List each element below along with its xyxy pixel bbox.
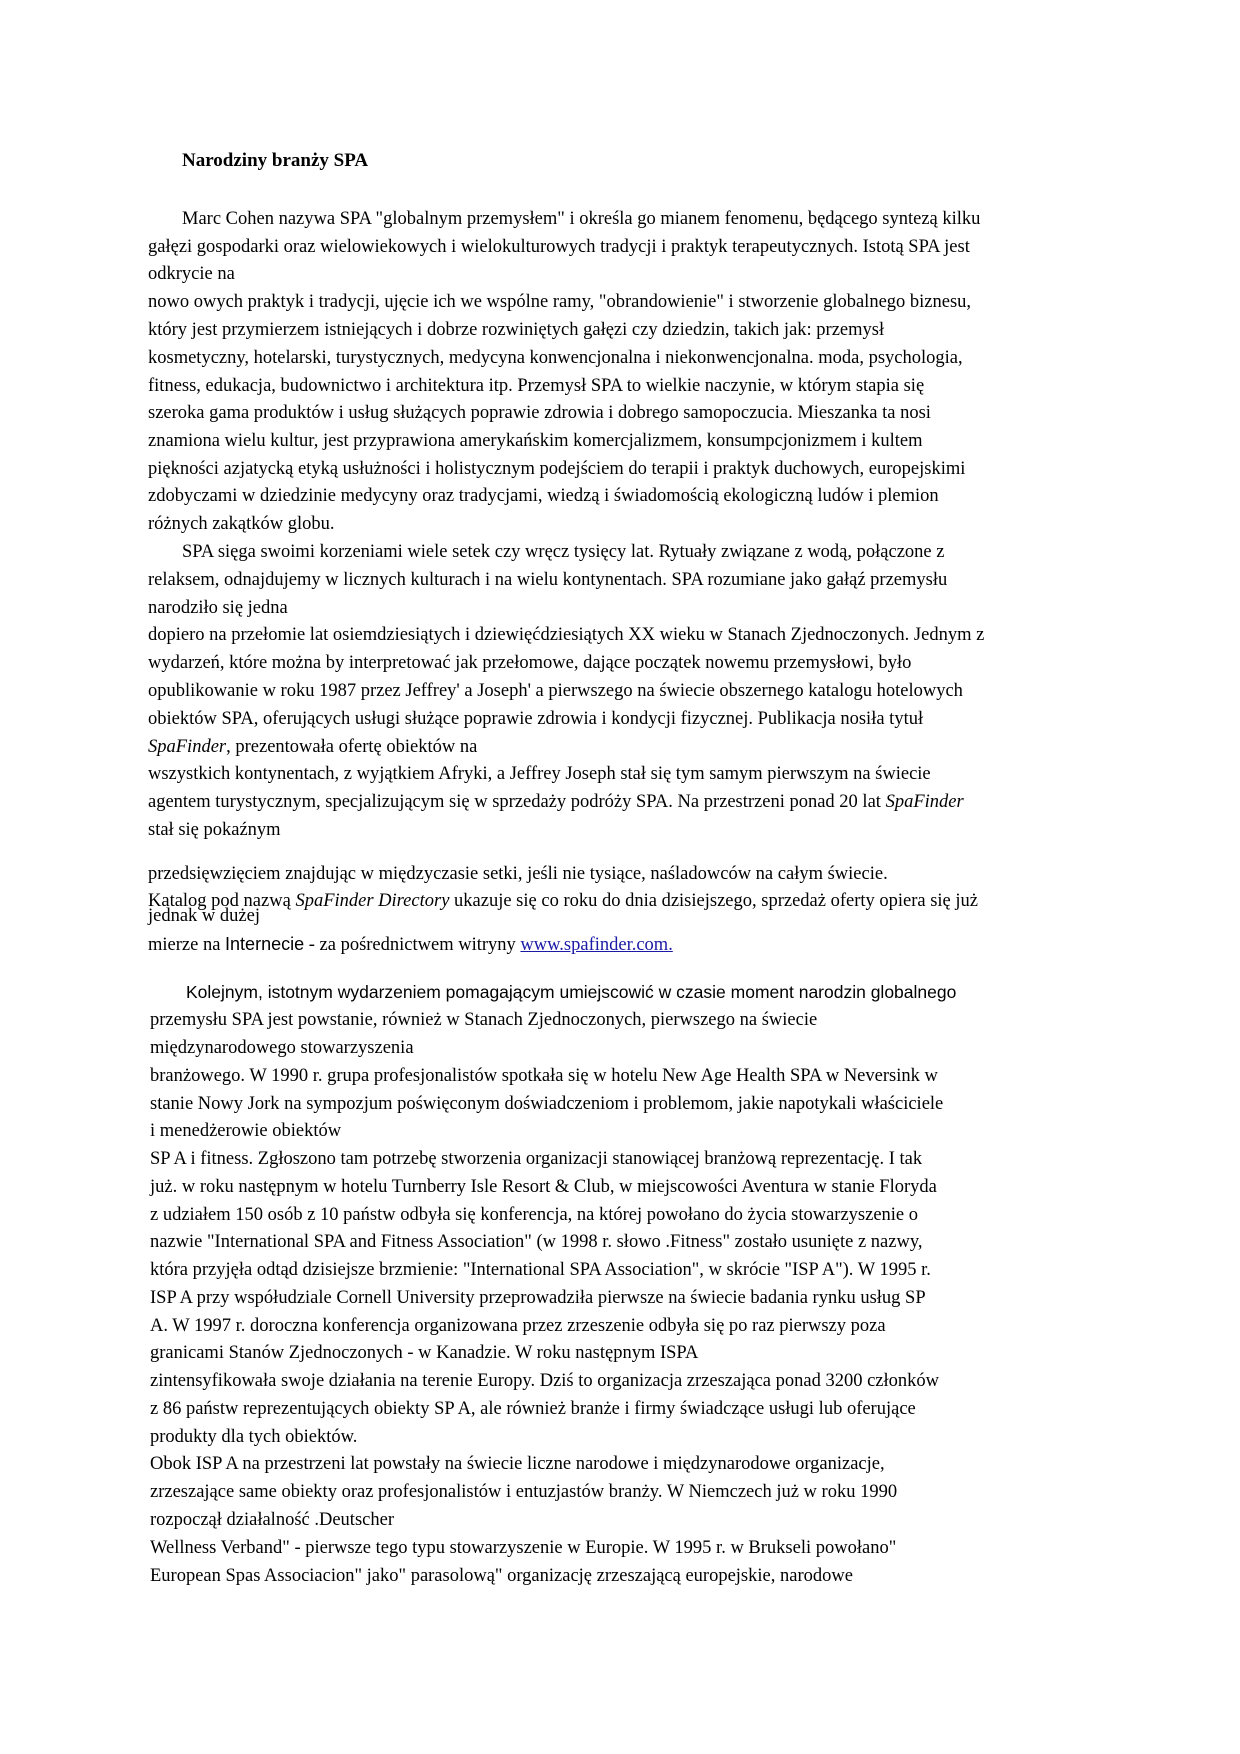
text-line: nowo owych praktyk i tradycji, ujęcie ich we wspólne ramy, "obrandowienie" i stworzenie globalnego biznesu, <box>148 292 972 312</box>
text-line: która przyjęła odtąd dzisiejsze brzmienie: "International SPA Association", w skrócie "ISP A"). W 1995 r. <box>150 1260 931 1280</box>
text-line: już. w roku następnym w hotelu Turnberry Isle Resort & Club, w miejscowości Aventura w stanie Floryda <box>150 1177 937 1197</box>
text-fragment: , prezentowała ofertę obiektów na <box>226 737 478 757</box>
text-line: Obok ISP A na przestrzeni lat powstały na świecie liczne narodowe i międzynarodowe organizacje, <box>150 1454 885 1474</box>
text-line <box>148 791 964 813</box>
text-line: stał się pokaźnym <box>148 820 281 840</box>
text-line: European Spas Associacion" jako" parasolową" organizację zrzeszającą europejskie, narodowe <box>150 1566 853 1586</box>
text-line: szeroka gama produktów i usług służących poprawie zdrowia i dobrego samopoczucia. Mieszanka ta nosi <box>148 403 931 423</box>
text-line: z 86 państw reprezentujących obiekty SP A, ale również branże i firmy świadczące usługi lub oferujące <box>150 1399 916 1419</box>
text-line: jednak w dużej <box>148 906 260 926</box>
text-line: SPA sięga swoimi korzeniami wiele setek czy wręcz tysięcy lat. Rytuały związane z wodą, połączone z <box>182 542 945 562</box>
text-line: ISP A przy współudziale Cornell University przeprowadziła pierwsze na świecie badania rynku usług SP <box>150 1288 926 1308</box>
text-fragment: Internecie <box>225 934 305 954</box>
text-line: SP A i fitness. Zgłoszono tam potrzebę stworzenia organizacji stanowiącej branżową reprezentację. I tak <box>150 1149 923 1169</box>
spafinder-title: SpaFinder <box>148 737 227 757</box>
text-line: wszystkich kontynentach, z wyjątkiem Afryki, a Jeffrey Joseph stał się tym samym pierwszym na świecie <box>148 764 931 784</box>
spafinder-link[interactable]: www.spafinder.com. <box>520 935 673 955</box>
text-line: stanie Nowy Jork na sympozjum poświęconym doświadczeniom i problemom, jakie napotykali właściciele <box>150 1094 944 1114</box>
text-line: kosmetyczny, hotelarski, turystycznych, medycyna konwencjonalna i niekonwencjonalna. moda, psychologia, <box>148 348 963 368</box>
text-line: A. W 1997 r. doroczna konferencja organizowana przez zrzeszenie odbyła się po raz pierwszy poza <box>150 1316 886 1336</box>
text-line: granicami Stanów Zjednoczonych - w Kanadzie. W roku następnym ISPA <box>150 1343 699 1363</box>
text-line: piękności azjatycką etyką usłużności i holistycznym podejściem do terapii i praktyk duchowych, europejskimi <box>148 459 966 479</box>
text-fragment: agentem turystycznym, specjalizującym się w sprzedaży podróży SPA. Na przestrzeni ponad 20 lat <box>148 792 886 812</box>
text-line: Marc Cohen nazywa SPA "globalnym przemysłem" i określa go mianem fenomenu, będącego syntezą kilku <box>182 209 981 229</box>
text-line <box>148 890 978 912</box>
text-line: odkrycie na <box>148 264 235 284</box>
text-line: międzynarodowego stowarzyszenia <box>150 1038 414 1058</box>
spafinder-title: SpaFinder <box>885 792 964 812</box>
text-line: Wellness Verband" - pierwsze tego typu stowarzyszenie w Europie. W 1995 r. w Brukseli powołano" <box>150 1538 897 1558</box>
text-line: przemysłu SPA jest powstanie, również w Stanach Zjednoczonych, pierwszego na świecie <box>150 1010 818 1030</box>
text-line: relaksem, odnajdujemy w licznych kulturach i na wielu kontynentach. SPA rozumiane jako gałąź przemysłu <box>148 570 948 590</box>
text-line <box>148 933 673 956</box>
text-line: narodziło się jedna <box>148 598 288 618</box>
text-line: Kolejnym, istotnym wydarzeniem pomagającym umiejscowić w czasie moment narodzin globalnego <box>186 982 957 1002</box>
text-line: zintensyfikowała swoje działania na terenie Europy. Dziś to organizacja zrzeszająca ponad 3200 członków <box>150 1371 940 1391</box>
text-line: z udziałem 150 osób z 10 państw odbyła się konferencja, na której powołano do życia stowarzyszenie o <box>150 1205 919 1225</box>
text-line: fitness, edukacja, budownictwo i architektura itp. Przemysł SPA to wielkie naczynie, w którym stapia się <box>148 376 925 396</box>
text-line: różnych zakątków globu. <box>148 514 335 534</box>
text-fragment: Katalog pod nazwą <box>148 891 296 911</box>
text-line: nazwie "International SPA and Fitness Association" (w 1998 r. słowo .Fitness" zostało usunięte z nazwy, <box>150 1232 923 1252</box>
spafinder-directory-title: SpaFinder Directory <box>295 891 450 911</box>
text-line: znamiona wielu kultur, jest przyprawiona amerykańskim komercjalizmem, konsumpcjonizmem i kultem <box>148 431 923 451</box>
text-line: rozpoczął działalność .Deutscher <box>150 1510 394 1530</box>
text-line: obiektów SPA, oferujących usługi służące poprawie zdrowia i kondycji fizycznej. Publikacja nosiła tytuł <box>148 709 924 729</box>
text-line: branżowego. W 1990 r. grupa profesjonalistów spotkała się w hotelu New Age Health SPA w Neversink w <box>150 1066 938 1086</box>
text-line: który jest przymierzem istniejących i dobrze rozwiniętych gałęzi czy dziedzin, takich jak: przemysł <box>148 320 885 340</box>
text-line: wydarzeń, które można by interpretować jak przełomowe, dające początek nowemu przemysłowi, było <box>148 653 912 673</box>
text-line: zrzeszające same obiekty oraz profesjonalistów i entuzjastów branży. W Niemczech już w roku 1990 <box>150 1482 898 1502</box>
text-line: produkty dla tych obiektów. <box>150 1427 358 1447</box>
document-title: Narodziny branży SPA <box>182 150 369 171</box>
text-line <box>148 736 477 758</box>
text-line: dopiero na przełomie lat osiemdziesiątych i dziewięćdziesiątych XX wieku w Stanach Zjednoczonych. Jednym z <box>148 625 985 645</box>
text-fragment: ukazuje się co roku do dnia dzisiejszego, sprzedaż oferty opiera się już <box>449 891 978 911</box>
text-fragment: mierze na <box>148 935 226 955</box>
text-line: przedsięwzięciem znajdując w międzyczasie setki, jeśli nie tysiące, naśladowców na całym świecie. <box>148 864 888 884</box>
text-line: opublikowanie w roku 1987 przez Jeffrey' a Joseph' a pierwszego na świecie obszernego katalogu hotelowych <box>148 681 963 701</box>
text-line: zdobyczami w dziedzinie medycyny oraz tradycjami, wiedzą i świadomością ekologiczną ludów i plemion <box>148 486 939 506</box>
text-line: i menedżerowie obiektów <box>150 1121 342 1141</box>
text-fragment: - za pośrednictwem witryny <box>304 935 521 955</box>
text-line: gałęzi gospodarki oraz wielowiekowych i wielokulturowych tradycji i praktyk terapeutycznych. Istotą SPA jest <box>148 237 970 257</box>
